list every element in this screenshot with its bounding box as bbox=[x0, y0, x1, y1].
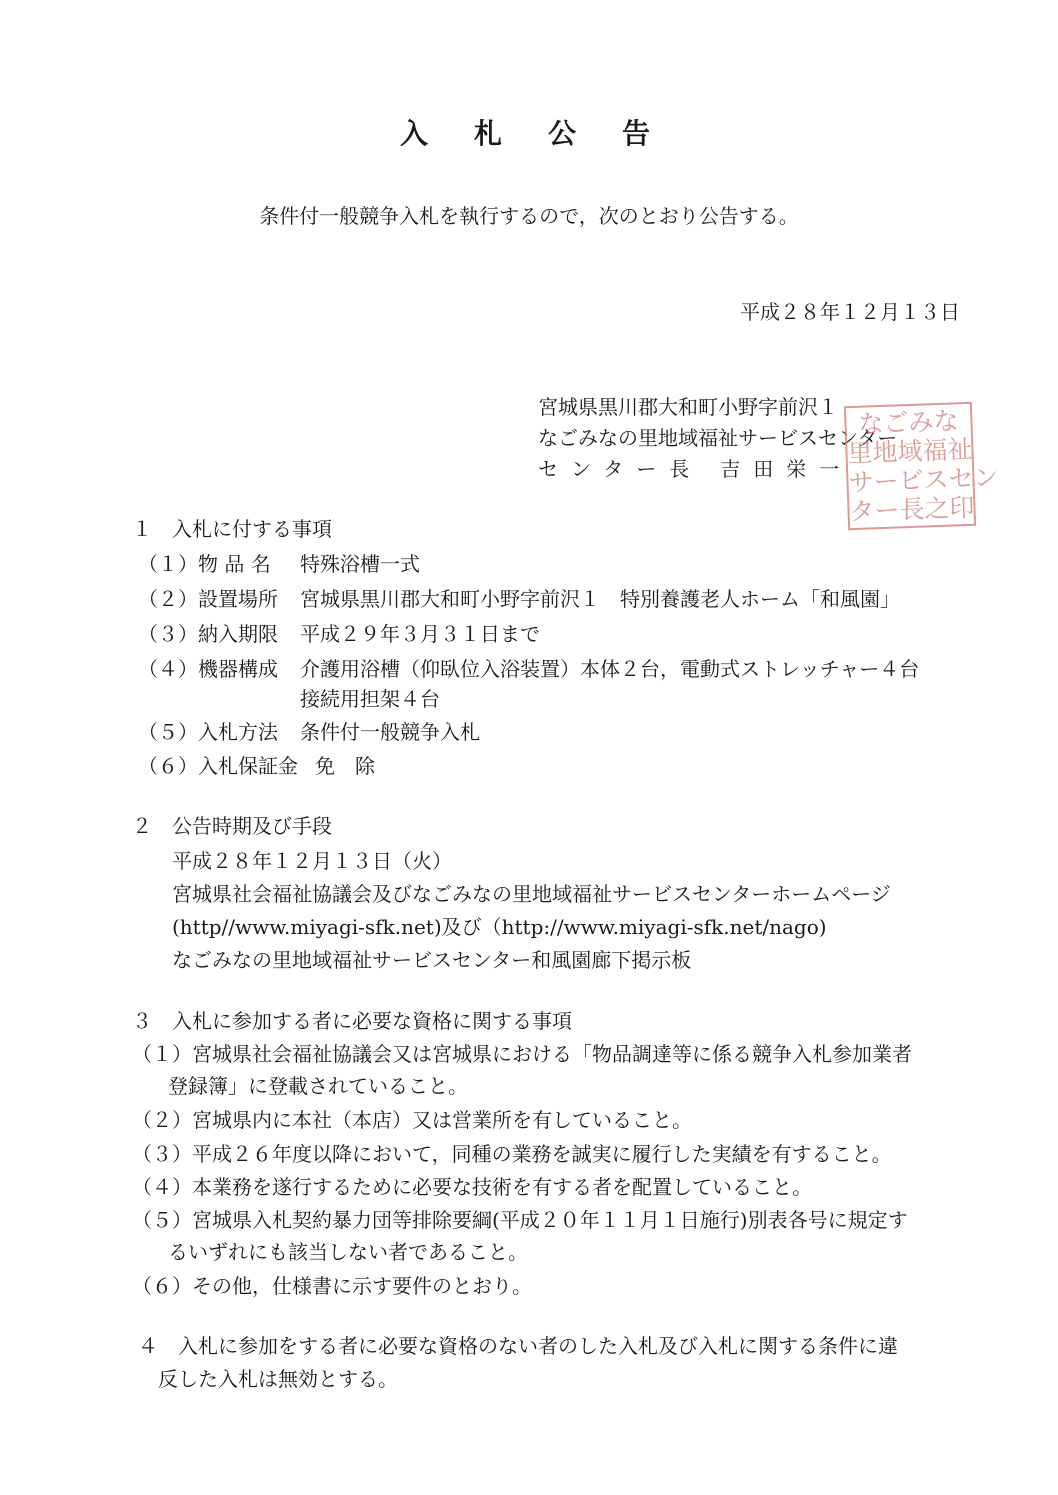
section3-line: （５）宮城県入札契約暴力団等排除要綱(平成２０年１１月１日施行)別表各号に規定す bbox=[132, 1208, 908, 1232]
section3-line: （４）本業務を遂行するために必要な技術を有する者を配置していること。 bbox=[132, 1175, 812, 1199]
seal-line: サービスセン bbox=[848, 462, 999, 498]
issuer-title-line bbox=[538, 454, 897, 485]
section1-item-label: （１）物 品 名 bbox=[138, 552, 271, 576]
section2-heading: ２ 公告時期及び手段 bbox=[132, 814, 332, 838]
section3-line: るいずれにも該当しない者であること。 bbox=[148, 1240, 528, 1264]
section3-line: （１）宮城県社会福祉協議会又は宮城県における「物品調達等に係る競争入札参加業者 bbox=[132, 1042, 912, 1066]
page-title: 入札公告 bbox=[399, 117, 696, 150]
section1-item-label: （５）入札方法 bbox=[138, 720, 278, 744]
issuer-address: 宮城県黒川郡大和町小野字前沢１ bbox=[538, 395, 838, 419]
section1-item-value: 介護用浴槽（仰臥位入浴装置）本体２台，電動式ストレッチャー４台 bbox=[300, 657, 920, 681]
notice-date: 平成２８年１２月１３日 bbox=[740, 300, 960, 324]
seal-line: ター長之印 bbox=[849, 492, 976, 527]
section1-item-value: 免 除 bbox=[315, 754, 375, 778]
section3-heading: ３ 入札に参加する者に必要な資格に関する事項 bbox=[132, 1009, 572, 1033]
seal-line: なごみな bbox=[857, 406, 959, 439]
section1-item-value-cont: 接続用担架４台 bbox=[300, 687, 440, 711]
issuer-org: なごみなの里地域福祉サービスセンター bbox=[538, 426, 898, 450]
section1-item-value: 宮城県黒川郡大和町小野字前沢１ 特別養護老人ホーム「和風園」 bbox=[300, 587, 900, 611]
section4-line: 反した入札は無効とする。 bbox=[138, 1367, 398, 1391]
issuer-name: 吉田栄一 bbox=[720, 457, 853, 481]
section2-line: 平成２８年１２月１３日（火） bbox=[172, 849, 452, 873]
lead-text: 条件付一般競争入札を執行するので，次のとおり公告する。 bbox=[259, 204, 799, 228]
section4-line: ４ 入札に参加をする者に必要な資格のない者のした入札及び入札に関する条件に違 bbox=[138, 1334, 898, 1358]
section2-line: (http//www.miyagi-sfk.net)及び（http://www.miyagi-sfk.net/nago) bbox=[172, 915, 827, 939]
section1-heading: １ 入札に付する事項 bbox=[132, 517, 332, 541]
seal-line: 里地域福祉 bbox=[847, 434, 973, 469]
issuer-role: センター長 bbox=[538, 457, 703, 481]
section1-item-label: （２）設置場所 bbox=[138, 587, 278, 611]
section1-item-value: 条件付一般競争入札 bbox=[300, 720, 480, 744]
section1-item-value: 平成２９年３月３１日まで bbox=[300, 622, 540, 646]
section3-line: （６）その他，仕様書に示す要件のとおり。 bbox=[132, 1274, 532, 1298]
section3-line: 登録簿」に登載されていること。 bbox=[148, 1074, 468, 1098]
section1-item-value: 特殊浴槽一式 bbox=[300, 552, 420, 576]
section2-line: 宮城県社会福祉協議会及びなごみなの里地域福祉サービスセンターホームページ bbox=[172, 882, 891, 906]
official-seal bbox=[844, 402, 999, 530]
section3-line: （２）宮城県内に本社（本店）又は営業所を有していること。 bbox=[132, 1108, 692, 1132]
section2-line: なごみなの里地域福祉サービスセンター和風園廊下掲示板 bbox=[172, 948, 692, 972]
section1-item-label: （３）納入期限 bbox=[138, 622, 278, 646]
section1-item-label: （４）機器構成 bbox=[138, 657, 278, 681]
section1-item-label: （６）入札保証金 bbox=[138, 754, 298, 778]
section3-line: （３）平成２６年度以降において，同種の業務を誠実に履行した実績を有すること。 bbox=[132, 1142, 892, 1166]
